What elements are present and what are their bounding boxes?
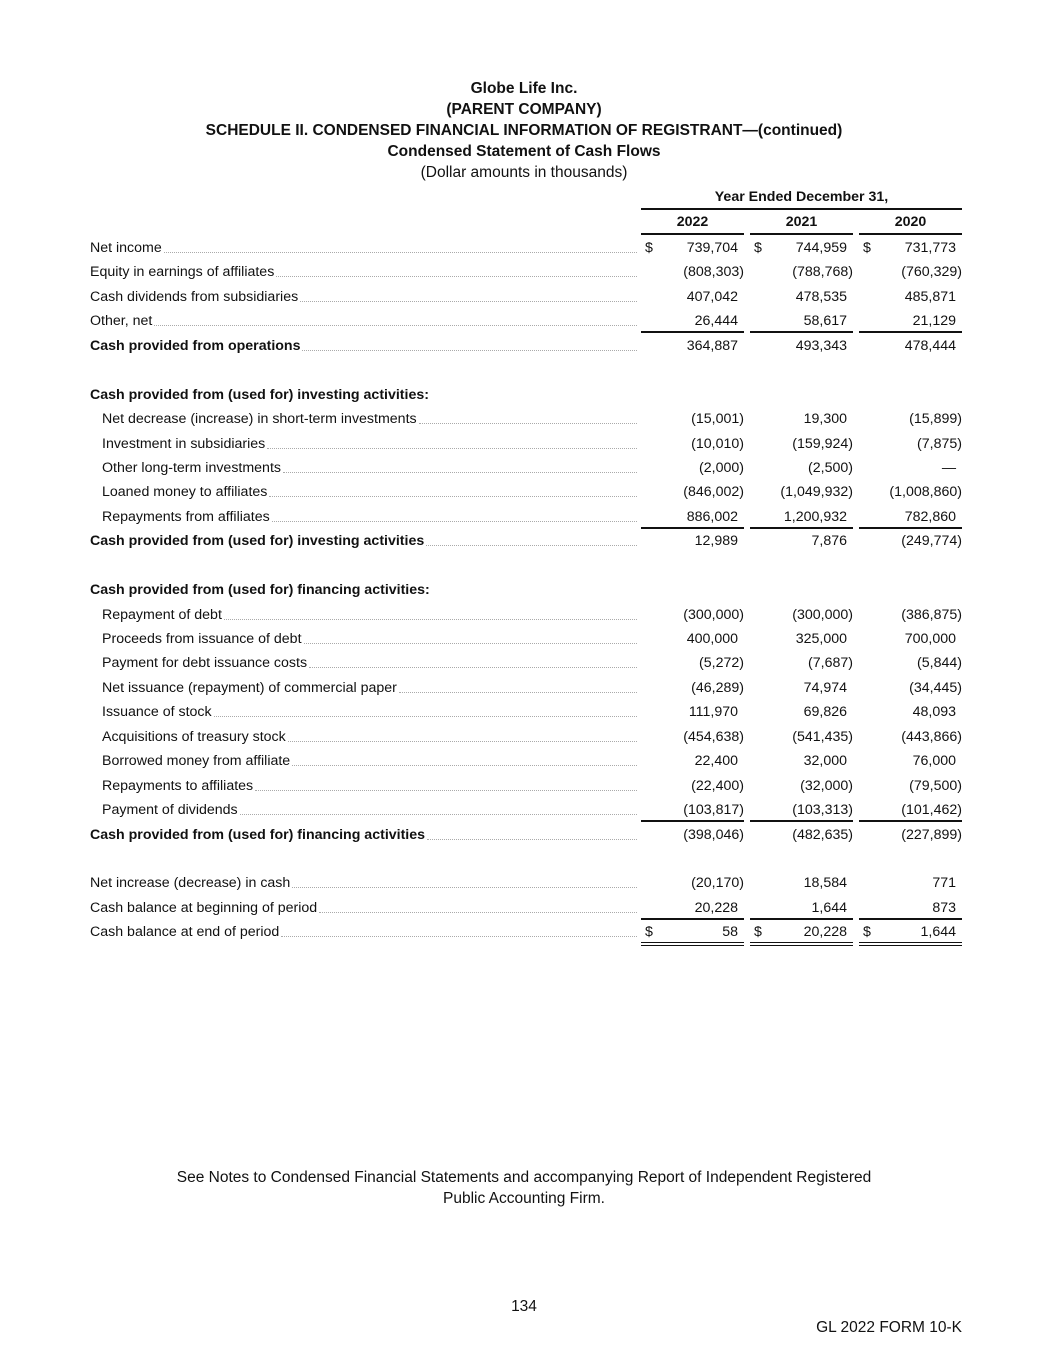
value-cell-2020 [859,434,962,454]
value-cell-2021 [750,922,853,946]
dot-leader [255,790,637,791]
row-label [90,458,637,478]
value-amount: (22,400) [691,777,744,794]
row-label-text: Other long-term investments [102,459,281,476]
value-amount: (386,875) [901,606,962,623]
company-name: Globe Life Inc. [470,80,578,97]
value-amount: 407,042 [686,288,738,305]
value-cell-2020 [859,825,962,845]
currency-symbol: $ [754,924,762,941]
table-row [90,309,962,333]
value-cell-2020 [859,507,962,529]
value-cell-2022 [641,287,744,307]
year-header-2022: 2022 [641,214,744,235]
value-cell-2022 [641,727,744,747]
currency-symbol: $ [645,240,653,256]
value-amount: 364,887 [686,337,738,354]
spacer-row [90,358,962,382]
dot-leader [281,936,637,937]
value-cell-2021 [750,507,853,529]
row-label-text: Issuance of stock [102,704,212,721]
value-cell-2020 [859,898,962,920]
dot-leader [419,423,637,424]
row-label-text: Repayments from affiliates [102,508,270,525]
value-cell-2022 [641,507,744,529]
value-amount: (5,272) [699,655,744,672]
table-body [90,236,962,945]
value-amount: (227,899) [901,826,962,843]
value-amount: 20,228 [694,899,738,916]
value-cell-2022 [641,238,744,258]
footnote [0,1167,1048,1209]
value-amount: 1,644 [920,924,956,941]
value-amount: (7,687) [808,655,853,672]
dot-leader [319,912,637,913]
value-cell-2021 [750,409,853,429]
value-amount: (482,635) [792,826,853,843]
table-row [90,896,962,920]
value-cell-2020 [859,702,962,722]
value-cell-2022 [641,409,744,429]
spacer-row [90,847,962,871]
value-cell-2020 [859,629,962,649]
row-label-text: Cash balance at end of period [90,924,280,941]
value-amount: 771 [932,875,956,892]
value-cell-2022 [641,702,744,722]
value-amount: 744,959 [795,240,847,256]
dot-leader [154,325,637,326]
value-amount: (788,768) [792,264,853,281]
value-amount: (79,500) [909,777,962,794]
value-cell-2022 [641,434,744,454]
dot-leader [272,521,637,522]
table-row [90,774,962,798]
value-cell-2022 [641,262,744,282]
value-amount: 18,584 [803,875,847,892]
row-label [90,287,637,307]
table-row [90,871,962,895]
value-amount: 111,970 [688,704,738,721]
value-amount: 1,644 [811,899,847,916]
section-header-row [90,383,962,407]
footnote-line-1: See Notes to Condensed Financial Statements and accompanying Report of Independent Registered [176,1169,872,1186]
value-cell-2022 [641,873,744,893]
value-cell-2022 [641,482,744,502]
value-amount: 700,000 [904,631,956,647]
value-amount: 400,000 [686,631,738,647]
parent-company-label: (PARENT COMPANY) [446,101,602,118]
value-cell-2020 [859,751,962,771]
row-label-text: Cash provided from operations [90,337,301,354]
row-label-text: Equity in earnings of affiliates [90,264,275,281]
value-cell-2020 [859,336,962,356]
value-cell-2021 [750,238,853,258]
currency-symbol: $ [754,240,762,256]
dot-leader [267,448,637,449]
table-row [90,725,962,749]
value-amount: 485,871 [904,288,956,305]
value-amount: (15,001) [691,411,744,428]
table-row [90,334,962,358]
table-row [90,407,962,431]
row-label-text: Net increase (decrease) in cash [90,875,291,892]
value-amount: 478,535 [795,288,847,305]
dot-leader [240,814,637,815]
cash-flow-table [90,186,962,945]
row-label [90,605,637,625]
row-label [90,409,637,429]
value-cell-2021 [750,482,853,502]
value-amount: 76,000 [912,753,956,770]
value-cell-2020 [859,482,962,502]
value-cell-2020 [859,605,962,625]
value-amount: 74,974 [803,679,847,696]
value-cell-2021 [750,776,853,796]
value-cell-2021 [750,898,853,920]
section-header-row [90,578,962,602]
value-amount: (249,774) [901,533,962,550]
dot-leader [300,301,637,302]
units-note: (Dollar amounts in thousands) [420,164,628,181]
row-label [90,531,637,551]
value-cell-2020 [859,800,962,822]
page-number: 134 [511,1298,537,1315]
value-cell-2021 [750,336,853,356]
value-cell-2020 [859,409,962,429]
row-label [90,898,637,918]
value-amount: (300,000) [792,606,853,623]
value-cell-2022 [641,678,744,698]
value-amount: (2,000) [699,459,744,476]
value-amount: 886,002 [686,508,738,525]
value-amount: (32,000) [800,777,853,794]
dot-leader [214,716,637,717]
row-label [90,385,637,405]
value-amount: 26,444 [694,313,738,330]
value-amount: (541,435) [792,728,853,745]
row-label-text: Proceeds from issuance of debt [102,631,302,647]
row-label-text: Net income [90,240,162,256]
value-amount: (5,844) [917,655,962,672]
value-amount: (101,462) [901,802,962,819]
currency-symbol: $ [863,924,871,941]
value-cell-2022 [641,751,744,771]
dot-leader [288,741,637,742]
value-cell-2022 [641,311,744,333]
row-label [90,922,637,942]
table-row [90,260,962,284]
value-cell-2021 [750,825,853,845]
period-header: Year Ended December 31, [641,189,962,210]
row-label-text: Payment for debt issuance costs [102,655,308,672]
row-label [90,776,637,796]
value-amount: 32,000 [803,753,847,770]
value-amount: (846,002) [683,484,744,501]
table-row [90,700,962,724]
schedule-title: SCHEDULE II. CONDENSED FINANCIAL INFORMATION OF REGISTRANT—(continued) [205,122,843,139]
dot-leader [302,350,637,351]
value-cell-2020 [859,776,962,796]
value-amount: (1,008,860) [889,484,962,501]
row-label [90,653,637,673]
value-amount: (454,638) [683,728,744,745]
value-amount: (808,303) [683,264,744,281]
table-row [90,285,962,309]
value-amount: (15,899) [909,411,962,428]
year-header-2021: 2021 [750,214,853,235]
row-label [90,311,637,331]
dot-leader [309,667,637,668]
value-amount: 19,300 [803,411,847,428]
value-cell-2021 [750,434,853,454]
value-amount: 58,617 [803,313,847,330]
row-label [90,482,637,502]
value-cell-2020 [859,653,962,673]
currency-symbol: $ [863,240,871,256]
value-amount: (398,046) [683,826,744,843]
dot-leader [292,765,637,766]
form-label: GL 2022 FORM 10-K [816,1319,962,1336]
value-amount: — [941,459,956,476]
row-label [90,580,637,600]
value-cell-2022 [641,776,744,796]
value-amount: 69,826 [803,704,847,721]
value-cell-2022 [641,458,744,478]
value-amount: (760,329) [901,264,962,281]
value-amount: 20,228 [803,924,847,941]
value-amount: (103,313) [792,802,853,819]
value-amount: 7,876 [811,533,847,550]
value-cell-2021 [750,262,853,282]
value-amount: 478,444 [904,337,956,354]
value-amount: 12,989 [694,533,738,550]
row-label-text: Cash balance at beginning of period [90,899,318,916]
row-label-text: Acquisitions of treasury stock [102,728,286,745]
value-amount: 21,129 [912,313,956,330]
table-row [90,627,962,651]
row-label-text: Borrowed money from affiliate [102,753,291,770]
table-row [90,236,962,260]
value-amount: 325,000 [795,631,847,647]
row-label-text: Loaned money to affiliates [102,484,268,501]
value-cell-2021 [750,727,853,747]
value-amount: (34,445) [909,679,962,696]
dot-leader [427,839,637,840]
value-cell-2021 [750,311,853,333]
row-label [90,825,637,845]
table-row [90,505,962,529]
value-amount: (7,875) [917,435,962,452]
value-cell-2022 [641,825,744,845]
dot-leader [276,276,637,277]
dot-leader [304,643,637,644]
value-amount: (300,000) [683,606,744,623]
value-cell-2022 [641,605,744,625]
value-amount: 731,773 [904,240,956,256]
row-label-text: Repayment of debt [102,606,222,623]
dot-leader [269,496,637,497]
value-cell-2022 [641,629,744,649]
value-amount: (10,010) [691,435,744,452]
value-amount: (46,289) [691,679,744,696]
row-label [90,751,637,771]
value-cell-2020 [859,727,962,747]
row-label-text: Investment in subsidiaries [102,435,266,452]
value-cell-2020 [859,922,962,946]
table-row [90,480,962,504]
value-cell-2020 [859,873,962,893]
row-label [90,507,637,527]
period-header-row [90,186,962,210]
value-amount: (20,170) [691,875,744,892]
value-cell-2021 [750,800,853,822]
dot-leader [283,472,637,473]
value-cell-2021 [750,287,853,307]
row-label-text: Cash provided from (used for) financing activities [90,826,426,843]
value-cell-2020 [859,287,962,307]
table-row [90,798,962,822]
row-label-text: Cash provided from (used for) investing activities [90,533,425,550]
value-cell-2021 [750,678,853,698]
table-row [90,823,962,847]
dot-leader [224,619,637,620]
value-amount: 739,704 [686,240,738,256]
table-row [90,603,962,627]
value-cell-2021 [750,629,853,649]
value-amount: (103,817) [683,802,744,819]
value-amount: 493,343 [795,337,847,354]
statement-title: Condensed Statement of Cash Flows [387,143,661,160]
value-amount: (159,924) [792,435,853,452]
row-label-text: Payment of dividends [102,802,238,819]
value-cell-2020 [859,311,962,333]
row-label [90,702,637,722]
table-row [90,920,962,944]
row-label-text: Cash provided from (used for) financing activities: [90,582,430,599]
value-cell-2021 [750,531,853,551]
value-cell-2021 [750,458,853,478]
value-cell-2020 [859,678,962,698]
row-label [90,800,637,820]
row-label [90,262,637,282]
row-label [90,238,637,258]
value-cell-2022 [641,800,744,822]
currency-symbol: $ [645,924,653,941]
row-label [90,727,637,747]
document-title [0,78,1048,183]
value-amount: (443,866) [901,728,962,745]
table-row [90,676,962,700]
value-cell-2022 [641,531,744,551]
value-cell-2022 [641,653,744,673]
value-cell-2022 [641,898,744,920]
year-header-row [90,210,962,236]
value-cell-2022 [641,922,744,946]
row-label-text: Cash dividends from subsidiaries [90,288,299,305]
dot-leader [399,692,637,693]
value-cell-2020 [859,458,962,478]
dot-leader [426,545,637,546]
value-amount: 782,860 [904,508,956,525]
row-label-text: Cash provided from (used for) investing activities: [90,386,429,403]
value-amount: (2,500) [808,459,853,476]
value-amount: 873 [932,899,956,916]
table-row [90,651,962,675]
row-label [90,434,637,454]
row-label-text: Other, net [90,313,153,330]
value-amount: (1,049,932) [780,484,853,501]
year-header-2020: 2020 [859,214,962,235]
row-label-text: Repayments to affiliates [102,777,254,794]
table-row [90,529,962,553]
value-cell-2021 [750,751,853,771]
value-cell-2021 [750,873,853,893]
row-label [90,873,637,893]
row-label-text: Net decrease (increase) in short-term investments [102,411,417,428]
table-row [90,456,962,480]
value-amount: 22,400 [694,753,738,770]
value-amount: 48,093 [912,704,956,721]
table-row [90,749,962,773]
row-label [90,336,637,356]
value-cell-2020 [859,262,962,282]
value-cell-2021 [750,653,853,673]
value-cell-2021 [750,702,853,722]
value-amount: 58 [722,924,738,941]
spacer-row [90,554,962,578]
value-cell-2021 [750,605,853,625]
table-row [90,432,962,456]
footnote-line-2: Public Accounting Firm. [443,1190,605,1207]
row-label-text: Net issuance (repayment) of commercial paper [102,679,397,696]
dot-leader [292,887,637,888]
value-cell-2022 [641,336,744,356]
row-label [90,678,637,698]
value-cell-2020 [859,238,962,258]
value-amount: 1,200,932 [783,508,847,525]
dot-leader [164,252,637,253]
value-cell-2020 [859,531,962,551]
row-label [90,629,637,649]
